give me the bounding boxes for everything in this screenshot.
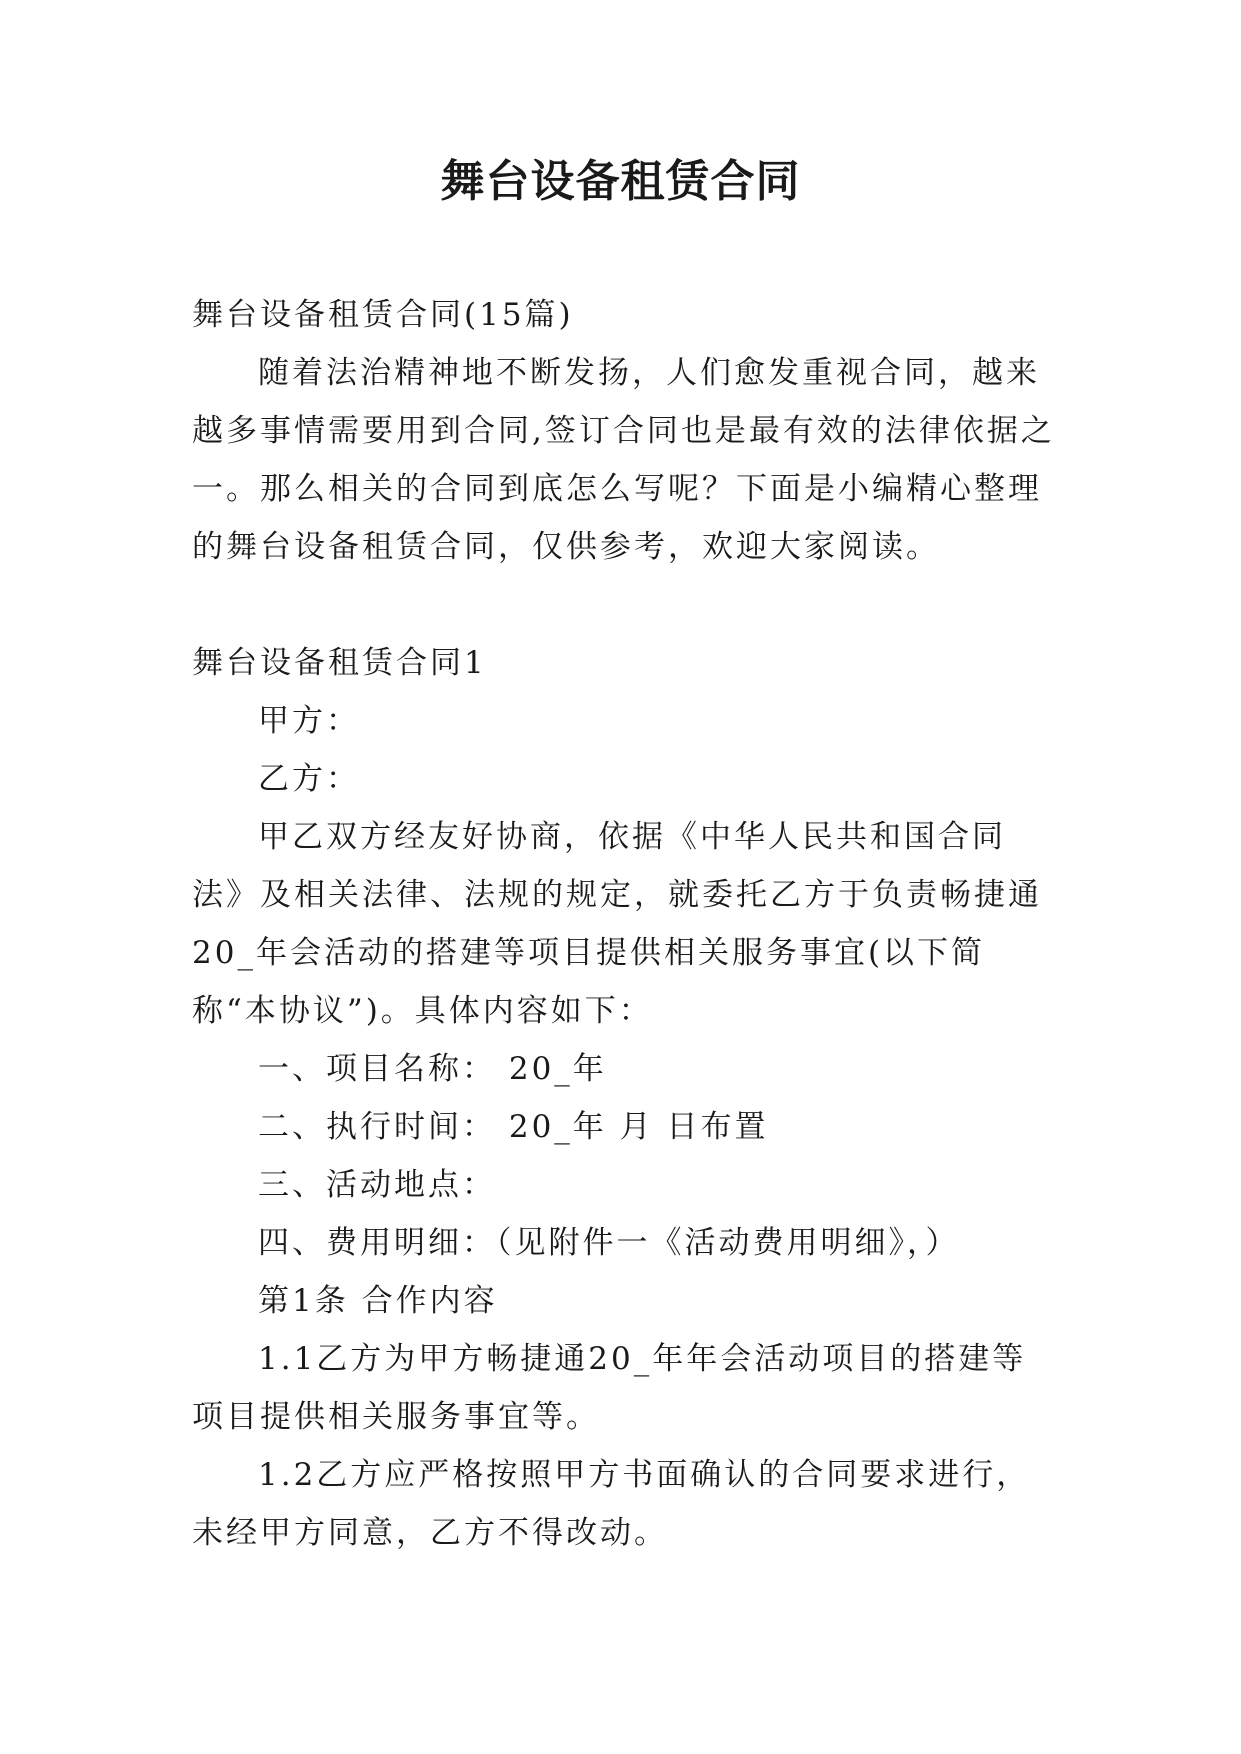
paragraph-venue: 三、活动地点：: [258, 1167, 496, 1203]
paragraph-party-a: 甲方：: [258, 703, 360, 739]
paragraph-clause-1-2: 1.2乙方应严格按照甲方书面确认的合同要求进行，未经甲方同意，乙方不得改动。: [192, 1457, 1031, 1551]
paragraph-intro: 随着法治精神地不断发扬，人们愈发重视合同，越来越多事情需要用到合同,签订合同也是最有效的法律依据之一。那么相关的合同到底怎么写呢？下面是小编精心整理的舞台设备租赁合同，仅供参考，欢迎大家阅读。: [192, 355, 1055, 565]
paragraph-party-b: 乙方：: [258, 761, 360, 797]
section-gap: [192, 576, 1058, 634]
paragraph-subtitle: 舞台设备租赁合同(15篇): [192, 297, 574, 333]
paragraph-fee-details: 四、费用明细：（见附件一《活动费用明细》，）: [258, 1225, 960, 1261]
paragraph-article-1: 第1条 合作内容: [258, 1283, 498, 1319]
paragraph-clause-1-1: 1.1乙方为甲方畅捷通20_年年会活动项目的搭建等项目提供相关服务事宜等。: [192, 1341, 1027, 1435]
paragraph-contract-heading: 舞台设备租赁合同1: [192, 645, 487, 681]
paragraph-preamble: 甲乙双方经友好协商，依据《中华人民共和国合同法》及相关法律、法规的规定，就委托乙方于负责畅捷通20_年会活动的搭建等项目提供相关服务事宜(以下简称“本协议”)。具体内容如下：: [192, 819, 1042, 1029]
document-title: 舞台设备租赁合同: [440, 156, 801, 207]
paragraph-project-name: 一、项目名称： 20_年: [258, 1051, 607, 1087]
paragraph-execution-time: 二、执行时间： 20_年 月 日布置: [258, 1109, 769, 1145]
document-body: [192, 286, 1058, 1562]
